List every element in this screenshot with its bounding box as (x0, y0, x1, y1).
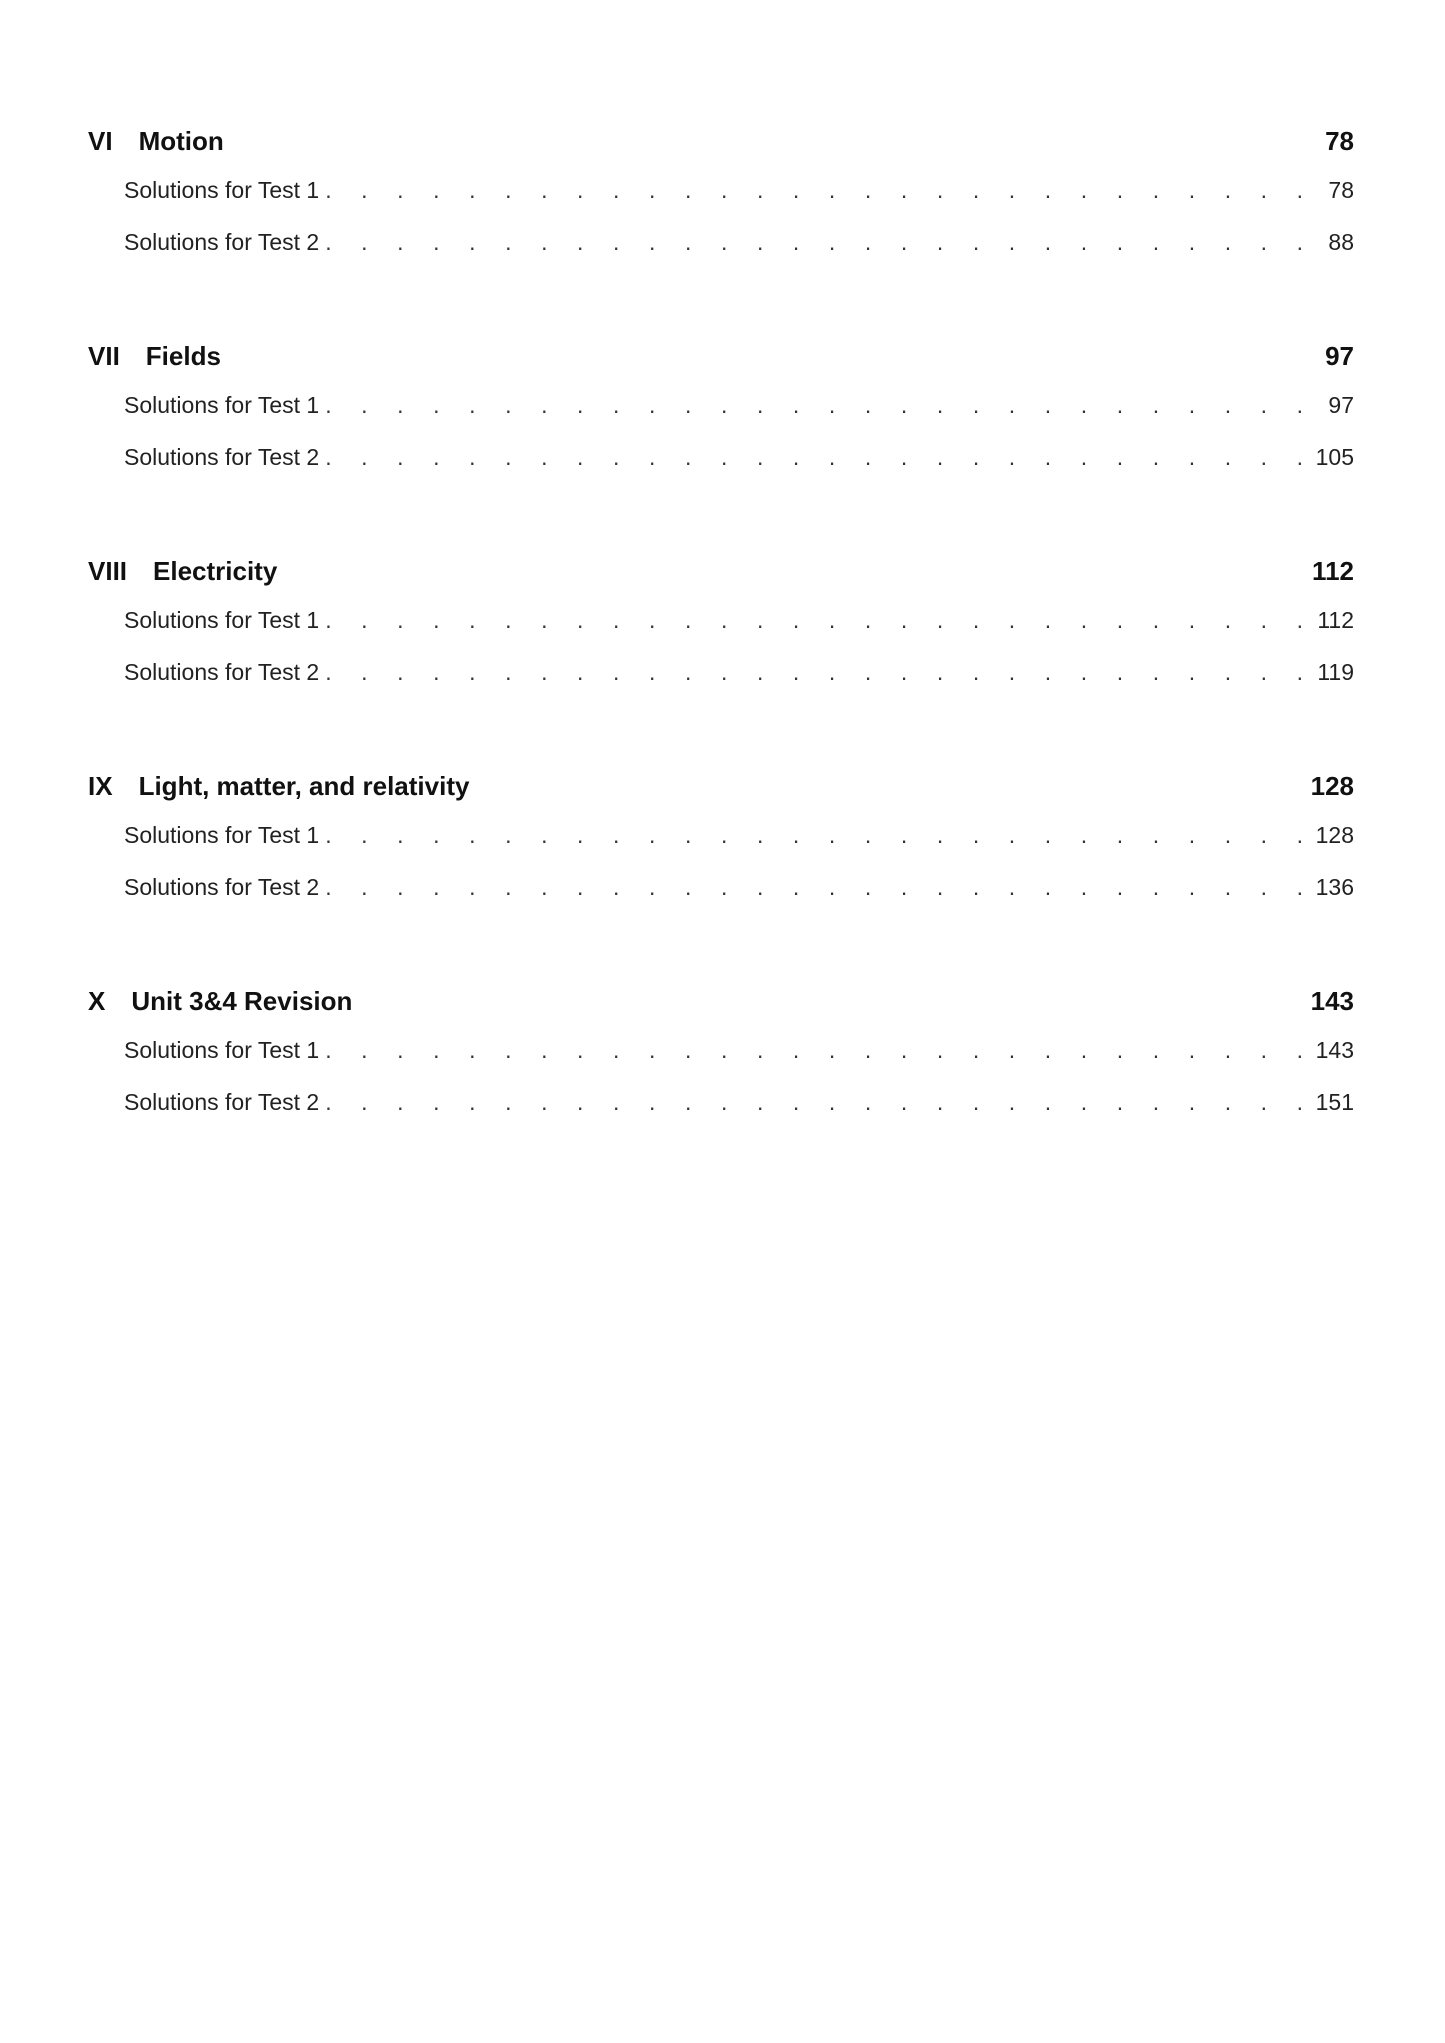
entry-title: Solutions for Test 1 (124, 822, 320, 848)
toc-entry[interactable] (88, 164, 1354, 216)
part-heading[interactable] (88, 763, 1354, 809)
entry-page-number: 78 (1328, 177, 1354, 203)
toc-entry[interactable] (88, 1024, 1354, 1076)
toc-entry[interactable] (88, 431, 1354, 483)
toc-part (88, 118, 1354, 268)
entry-page-number: 97 (1328, 392, 1354, 418)
entry-title: Solutions for Test 2 (124, 874, 320, 900)
dot-leader (325, 861, 1307, 913)
part-heading[interactable] (88, 333, 1354, 379)
toc-entry[interactable] (88, 379, 1354, 431)
toc-part (88, 978, 1354, 1128)
entry-title: Solutions for Test 1 (124, 607, 320, 633)
toc-part (88, 333, 1354, 483)
entry-title: Solutions for Test 1 (124, 177, 320, 203)
toc-part (88, 763, 1354, 913)
part-title: Unit 3&4 Revision (131, 986, 353, 1016)
part-number: X (88, 986, 106, 1016)
entry-page-number: 112 (1317, 607, 1354, 633)
part-page-number: 78 (1325, 126, 1354, 156)
dot-leader (325, 646, 1308, 698)
entry-page-number: 88 (1328, 229, 1354, 255)
entry-title: Solutions for Test 1 (124, 392, 320, 418)
part-page-number: 112 (1312, 556, 1354, 586)
part-title: Light, matter, and relativity (138, 771, 470, 801)
part-number: IX (88, 771, 113, 801)
toc-entry[interactable] (88, 216, 1354, 268)
entry-title: Solutions for Test 2 (124, 229, 320, 255)
entry-page-number: 128 (1315, 822, 1354, 848)
entry-title: Solutions for Test 1 (124, 1037, 320, 1063)
dot-leader (325, 164, 1308, 216)
toc-entry[interactable] (88, 809, 1354, 861)
dot-leader (325, 1024, 1307, 1076)
dot-leader (325, 431, 1307, 483)
entry-title: Solutions for Test 2 (124, 659, 320, 685)
part-number: VII (88, 341, 120, 371)
part-page-number: 143 (1310, 986, 1354, 1016)
dot-leader (325, 379, 1308, 431)
dot-leader (325, 809, 1307, 861)
toc-part (88, 548, 1354, 698)
part-title: Electricity (153, 556, 278, 586)
toc-entry[interactable] (88, 861, 1354, 913)
part-page-number: 97 (1325, 341, 1354, 371)
entry-page-number: 105 (1315, 444, 1354, 470)
table-of-contents (88, 118, 1354, 1193)
entry-title: Solutions for Test 2 (124, 444, 320, 470)
dot-leader (325, 594, 1308, 646)
entry-title: Solutions for Test 2 (124, 1089, 320, 1115)
part-heading[interactable] (88, 118, 1354, 164)
entry-page-number: 151 (1315, 1089, 1354, 1115)
part-number: VIII (88, 556, 128, 586)
part-number: VI (88, 126, 113, 156)
entry-page-number: 119 (1317, 659, 1354, 685)
part-heading[interactable] (88, 548, 1354, 594)
part-heading[interactable] (88, 978, 1354, 1024)
dot-leader (325, 216, 1308, 268)
toc-entry[interactable] (88, 1076, 1354, 1128)
part-page-number: 128 (1310, 771, 1354, 801)
entry-page-number: 136 (1315, 874, 1354, 900)
entry-page-number: 143 (1315, 1037, 1354, 1063)
toc-entry[interactable] (88, 646, 1354, 698)
part-title: Fields (145, 341, 221, 371)
toc-entry[interactable] (88, 594, 1354, 646)
part-title: Motion (138, 126, 224, 156)
dot-leader (325, 1076, 1307, 1128)
